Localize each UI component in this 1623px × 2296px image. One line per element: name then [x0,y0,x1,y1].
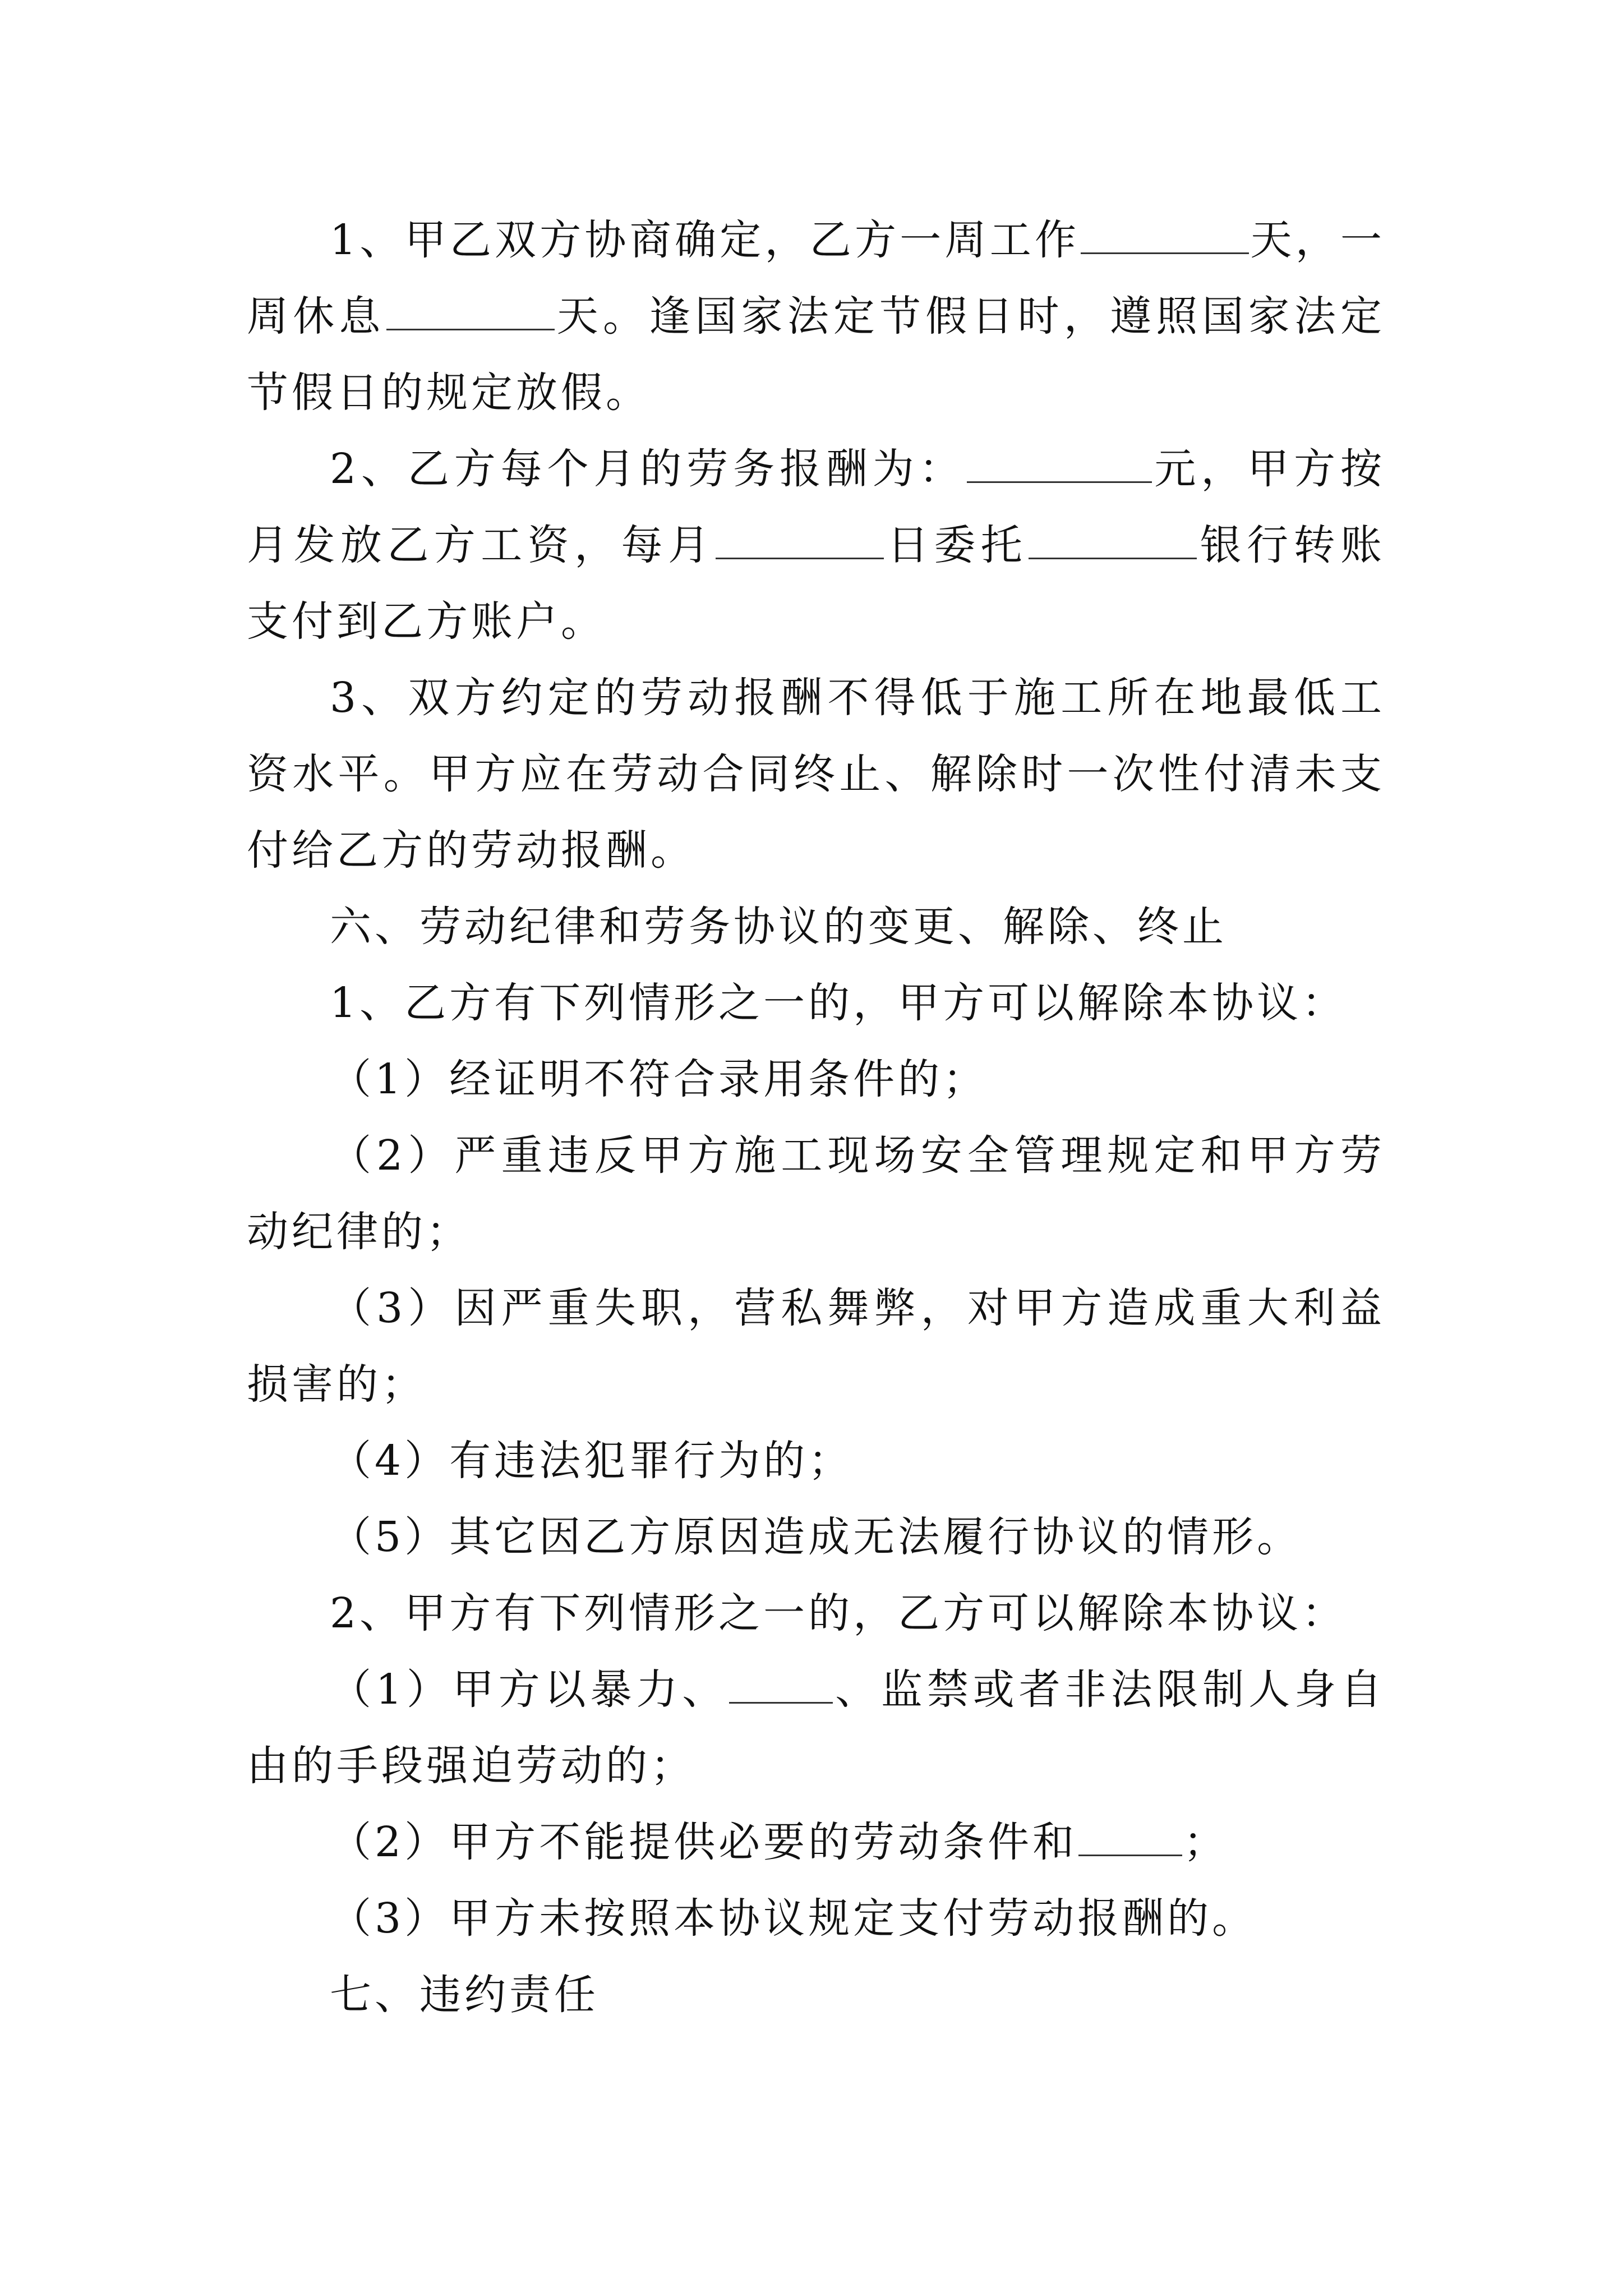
clause-text: 日委托 [885,521,1028,569]
clause-6-2: 2、甲方有下列情形之一的，乙方可以解除本协议： [330,1589,1347,1637]
clause-6-1-item-3: （3）因严重失职，营私舞弊，对甲方造成重大利益损害的； [247,1284,1385,1409]
clause-6-2-item-2 [247,1804,1385,1880]
clause-6-1-item-1: （1）经证明不符合录用条件的； [330,1055,988,1103]
clause-text: （2）甲方不能提供必要的劳动条件和 [330,1818,1078,1866]
clause-6-2-item-1 [247,1651,1385,1804]
clause-text: 1、甲乙双方协商确定，乙方一周工作 [330,216,1080,264]
blank-workdays[interactable] [1081,215,1249,254]
clause-text: 天，一周休息 [247,216,1385,341]
clause-text: 元，甲方按月发放乙方工资，每月 [247,445,1385,569]
clause-6-1-item-2: （2）严重违反甲方施工现场安全管理规定和甲方劳动纪律的； [247,1131,1385,1256]
clause-5-1 [247,202,1385,431]
clause-6-1-item-4: （4）有违法犯罪行为的； [330,1437,854,1485]
clause-text: （1）甲方以暴力、 [330,1665,728,1714]
clause-5-2 [247,431,1385,660]
clause-text: 2、乙方每个月的劳务报酬为： [330,445,966,493]
blank-salary-amount[interactable] [967,444,1152,483]
blank-pay-day[interactable] [716,520,884,559]
clause-6-1-item-5: （5）其它因乙方原因造成无法履行协议的情形。 [330,1513,1302,1561]
blank-bank-name[interactable] [1029,520,1197,559]
blank-conditions[interactable] [1078,1817,1182,1856]
clause-text: 、监禁或者非法限制人身自由的手段强迫劳动的； [247,1665,1385,1790]
clause-6-2-item-3: （3）甲方未按照本协议规定支付劳动报酬的。 [330,1894,1257,1943]
section-6-heading: 六、劳动纪律和劳务协议的变更、解除、终止 [330,903,1227,951]
clause-text: 天。逢国家法定节假日时，遵照国家法定节假日的规定放假。 [247,292,1386,417]
clause-text: 银行转账支付到乙方账户。 [247,521,1386,646]
document-body [247,202,1385,2033]
section-7-heading: 七、违约责任 [330,1971,599,2019]
blank-coercion-means[interactable] [729,1664,833,1704]
clause-text: ； [1183,1818,1229,1866]
blank-restdays[interactable] [386,291,555,330]
clause-6-1: 1、乙方有下列情形之一的，甲方可以解除本协议： [330,979,1347,1027]
clause-5-3: 3、双方约定的劳动报酬不得低于施工所在地最低工资水平。甲方应在劳动合同终止、解除时一次性付清未支付给乙方的劳动报酬。 [247,674,1385,875]
